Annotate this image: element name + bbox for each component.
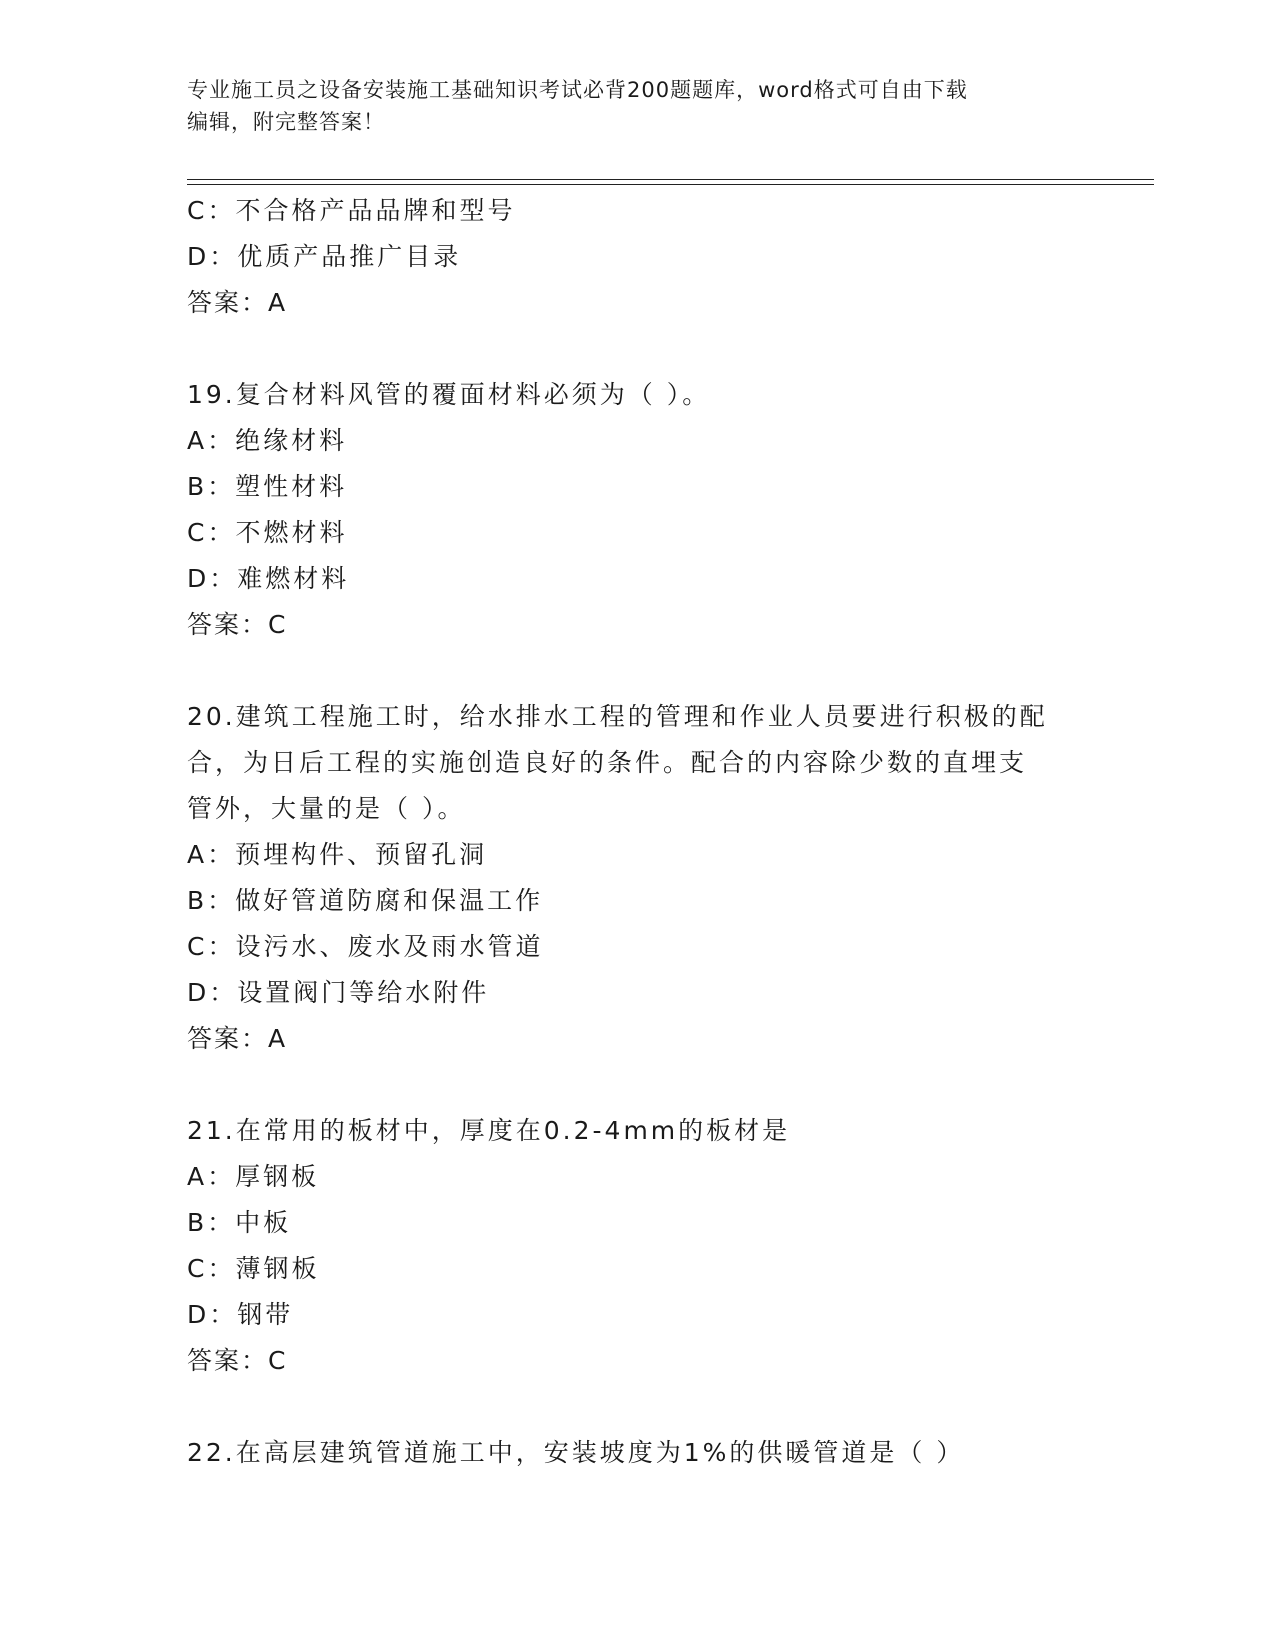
- question-list: [187, 188, 1087, 1476]
- spacer: [187, 1384, 1087, 1430]
- answer: 答案：A: [187, 288, 288, 317]
- option-d: D：优质产品推广目录: [187, 242, 462, 271]
- answer: 答案：C: [187, 610, 288, 639]
- answer: 答案：A: [187, 1024, 288, 1053]
- spacer: [187, 648, 1087, 694]
- option-b: B：做好管道防腐和保温工作: [187, 886, 544, 915]
- question-20: [187, 694, 1087, 1062]
- option-c: C：薄钢板: [187, 1254, 320, 1283]
- spacer: [187, 326, 1087, 372]
- option-b: B：塑性材料: [187, 472, 348, 501]
- option-c: C：不合格产品品牌和型号: [187, 196, 516, 225]
- option-d: D：钢带: [187, 1300, 294, 1329]
- question-text: 22.在高层建筑管道施工中，安装坡度为1%的供暖管道是（ ）: [187, 1438, 965, 1467]
- option-c: C：设污水、废水及雨水管道: [187, 932, 544, 961]
- question-text-line-1: 20.建筑工程施工时，给水排水工程的管理和作业人员要进行积极的配: [187, 702, 1048, 731]
- option-a: A：厚钢板: [187, 1162, 320, 1191]
- header-line-1: 专业施工员之设备安装施工基础知识考试必背200题题库，word格式可自由下载: [187, 78, 968, 102]
- option-b: B：中板: [187, 1208, 292, 1237]
- header-divider-top: [187, 179, 1154, 180]
- header-line-2: 编辑，附完整答案！: [187, 110, 385, 134]
- question-21: [187, 1108, 1087, 1384]
- option-d: D：难燃材料: [187, 564, 350, 593]
- question-text-line-3: 管外，大量的是（ ）。: [187, 794, 466, 823]
- option-c: C：不燃材料: [187, 518, 348, 547]
- question-text-line-2: 合，为日后工程的实施创造良好的条件。配合的内容除少数的直埋支: [187, 748, 1028, 777]
- option-d: D：设置阀门等给水附件: [187, 978, 490, 1007]
- option-a: A：绝缘材料: [187, 426, 348, 455]
- document-header: [187, 74, 1087, 138]
- question-text: 21.在常用的板材中，厚度在0.2-4mm的板材是: [187, 1116, 791, 1145]
- question-18-tail: [187, 188, 1087, 326]
- question-19: [187, 372, 1087, 648]
- question-22: [187, 1430, 1087, 1476]
- spacer: [187, 1062, 1087, 1108]
- option-a: A：预埋构件、预留孔洞: [187, 840, 488, 869]
- header-divider-bottom: [187, 184, 1154, 185]
- answer: 答案：C: [187, 1346, 288, 1375]
- question-text: 19.复合材料风管的覆面材料必须为（ ）。: [187, 380, 711, 409]
